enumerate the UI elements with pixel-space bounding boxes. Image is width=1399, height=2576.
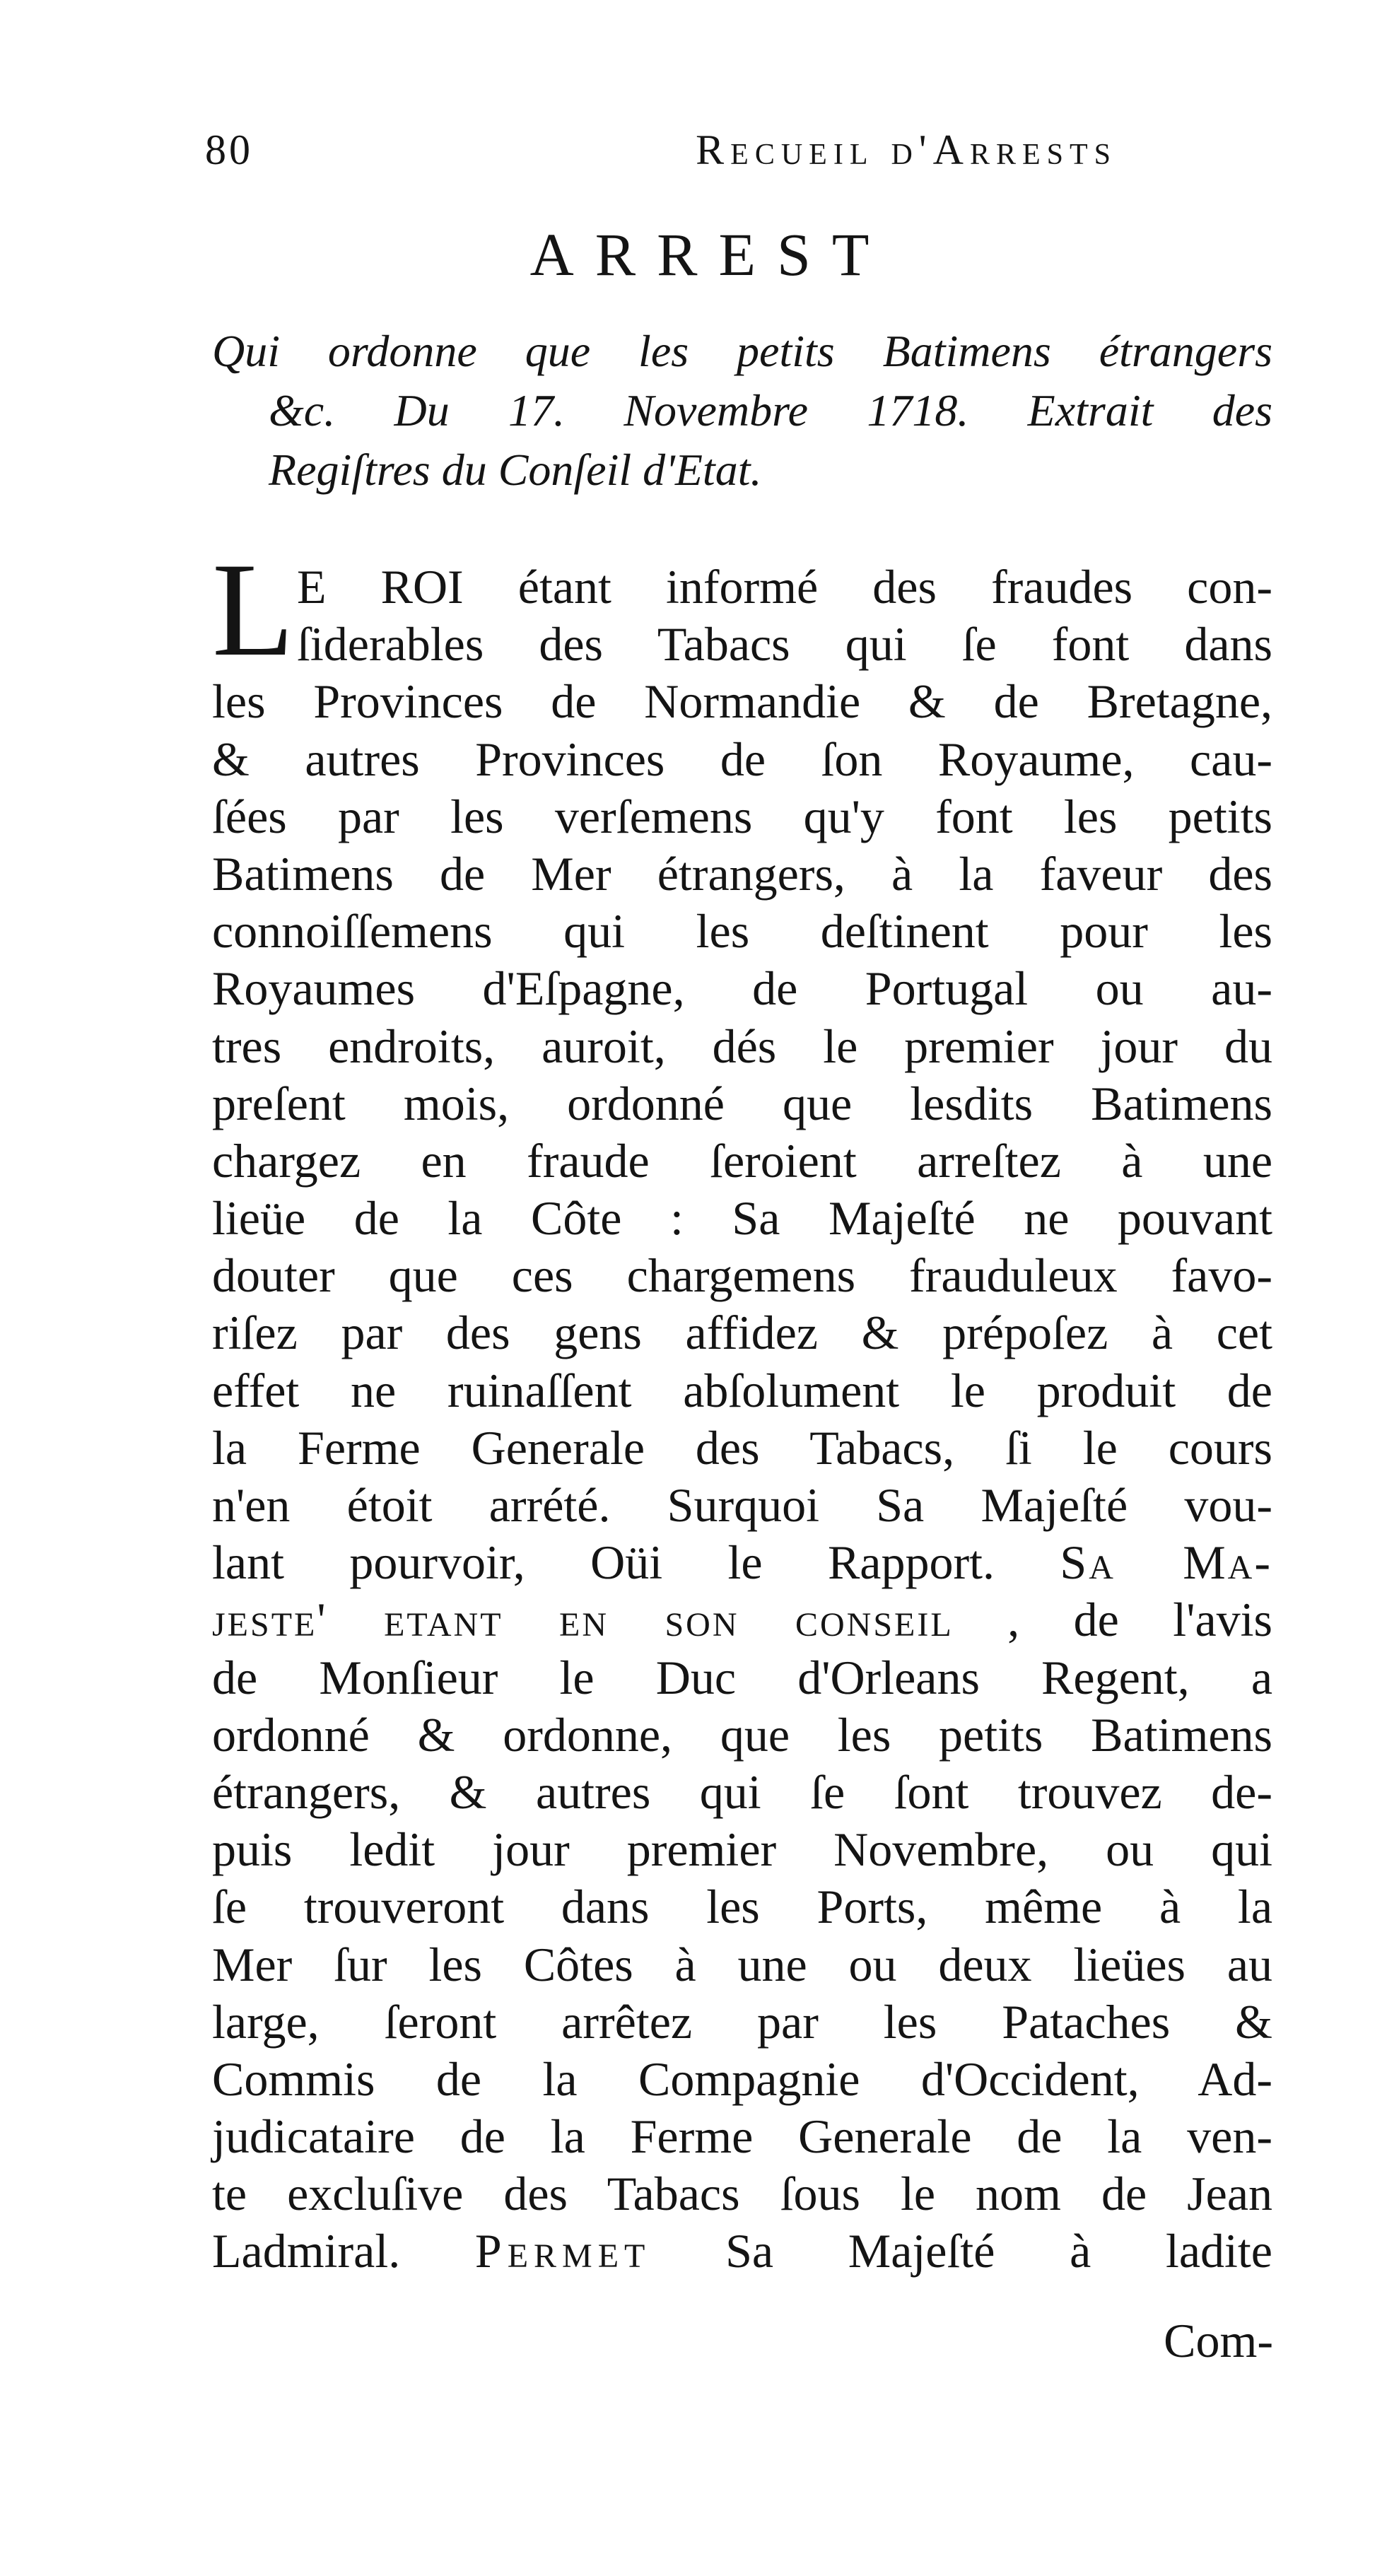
body-line bbox=[212, 1534, 1272, 1591]
subtitle-line: Qui ordonne que les petits Batimens étrangers bbox=[212, 326, 1272, 376]
body-line: ſées par les verſemens qu'y font les petits bbox=[212, 789, 1272, 843]
body-fragment: lant pourvoir, Oüi le Rapport. bbox=[212, 1535, 995, 1590]
body-fragment: Sa Majeſté à ladite bbox=[725, 2224, 1272, 2278]
catchword: Com- bbox=[1164, 2314, 1273, 2367]
body-line bbox=[212, 2223, 1272, 2280]
body-line: & autres Provinces de ſon Royaume, cau- bbox=[212, 732, 1272, 786]
body-line: n'en étoit arrété. Surquoi Sa Majeſté vou- bbox=[212, 1478, 1272, 1532]
body-text bbox=[212, 558, 1272, 2281]
page-number: 80 bbox=[205, 127, 253, 173]
body-line: effet ne ruinaſſent abſolument le produit de bbox=[212, 1363, 1272, 1417]
body-line: ſiderables des Tabacs qui ſe font dans bbox=[297, 617, 1272, 672]
body-line: Royaumes d'Eſpagne, de Portugal ou au- bbox=[212, 961, 1272, 1016]
body-line: large, ſeront arrêtez par les Pataches & bbox=[212, 1994, 1272, 2049]
body-fragment: , de l'avis bbox=[1007, 1593, 1272, 1647]
subtitle-line: &c. Du 17. Novembre 1718. Extrait des bbox=[269, 385, 1272, 435]
small-caps-fragment: Sa Ma- bbox=[1060, 1535, 1272, 1590]
body-line: Mer ſur les Côtes à une ou deux lieües au bbox=[212, 1937, 1272, 1991]
section-title: ARREST bbox=[529, 221, 891, 288]
body-line: riſez par des gens affidez & prépoſez à cet bbox=[212, 1306, 1272, 1360]
body-line: douter que ces chargemens frauduleux favo- bbox=[212, 1248, 1272, 1303]
small-caps-fragment: jeste' etant en son conseil bbox=[212, 1593, 954, 1647]
body-line: tres endroits, auroit, dés le premier jour du bbox=[212, 1019, 1272, 1073]
body-line: judicataire de la Ferme Generale de la ven- bbox=[212, 2109, 1272, 2164]
body-line: chargez en fraude ſeroient arreſtez à une bbox=[212, 1133, 1272, 1188]
body-line: les Provinces de Normandie & de Bretagne, bbox=[212, 674, 1272, 729]
subtitle-line: Regiſtres du Conſeil d'Etat. bbox=[269, 445, 762, 495]
body-line: Commis de la Compagnie d'Occident, Ad- bbox=[212, 2051, 1272, 2106]
body-line: lieüe de la Côte : Sa Majeſté ne pouvant bbox=[212, 1191, 1272, 1246]
body-line: de Monſieur le Duc d'Orleans Regent, a bbox=[212, 1650, 1272, 1704]
body-line: connoiſſemens qui les deſtinent pour les bbox=[212, 904, 1272, 959]
running-head bbox=[205, 126, 1117, 189]
body-line: E ROI étant informé des fraudes con- bbox=[297, 560, 1272, 614]
body-line bbox=[212, 1591, 1272, 1649]
body-line: ſe trouveront dans les Ports, même à la bbox=[212, 1880, 1272, 1934]
body-fragment: Ladmiral. bbox=[212, 2224, 401, 2278]
body-line: étrangers, & autres qui ſe ſont trouvez de- bbox=[212, 1764, 1272, 1819]
body-line: la Ferme Generale des Tabacs, ſi le cours bbox=[212, 1420, 1272, 1475]
drop-cap: L bbox=[212, 536, 295, 684]
small-caps-fragment: Permet bbox=[474, 2224, 651, 2278]
section-subtitle bbox=[212, 322, 1272, 500]
body-line: puis ledit jour premier Novembre, ou qui bbox=[212, 1822, 1272, 1877]
body-line: preſent mois, ordonné que lesdits Batimens bbox=[212, 1076, 1272, 1130]
body-line: ordonné & ordonne, que les petits Batimens bbox=[212, 1707, 1272, 1762]
body-line: te excluſive des Tabacs ſous le nom de Jean bbox=[212, 2167, 1272, 2221]
body-line: Batimens de Mer étrangers, à la faveur des bbox=[212, 846, 1272, 901]
running-title: Recueil d'Arrests bbox=[696, 127, 1117, 173]
